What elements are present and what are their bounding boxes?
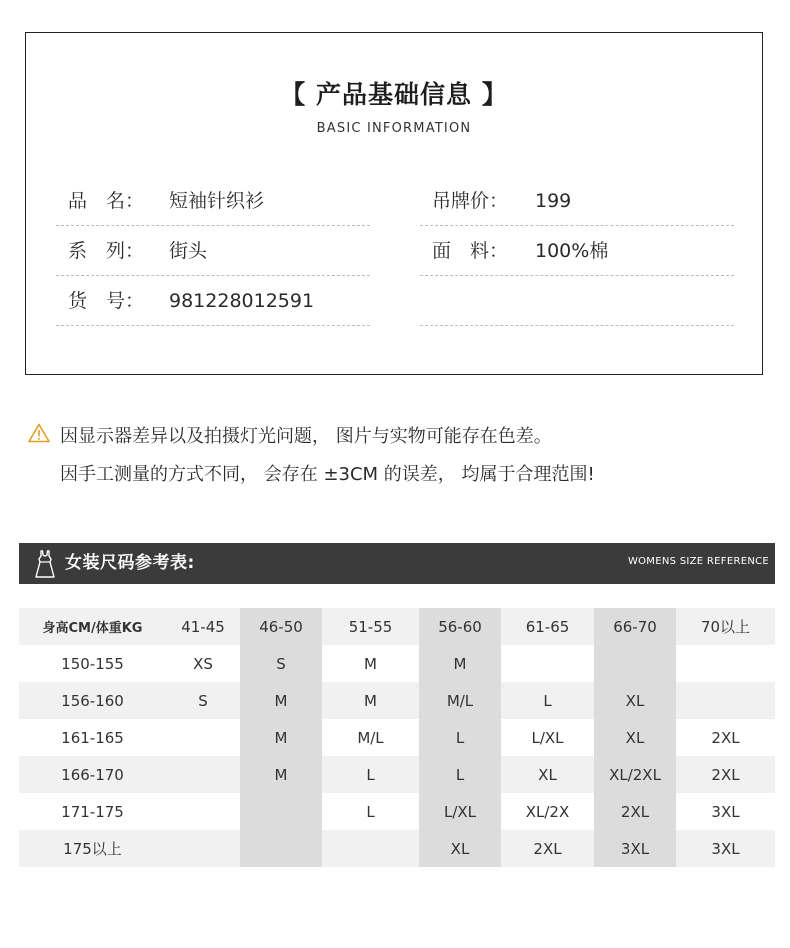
notice-line-2: 因手工测量的方式不同， 会存在 ±3CM 的误差， 均属于合理范围!	[60, 464, 595, 485]
table-cell	[676, 645, 775, 682]
row-label: 150-155	[19, 645, 166, 682]
header-cell: 61-65	[501, 608, 594, 645]
table-cell: XL	[594, 682, 676, 719]
row-label: 175以上	[19, 830, 166, 867]
table-cell: M	[322, 682, 419, 719]
table-cell	[676, 682, 775, 719]
table-header-row	[19, 608, 775, 645]
table-cell	[501, 645, 594, 682]
table-cell: 2XL	[501, 830, 594, 867]
table-cell	[166, 756, 240, 793]
table-row	[19, 645, 775, 682]
info-value: 短袖针织衫	[169, 190, 265, 212]
info-value: 199	[535, 190, 572, 212]
table-cell	[322, 830, 419, 867]
table-cell: 3XL	[676, 793, 775, 830]
table-cell: M	[240, 719, 322, 756]
info-label: 吊牌价：	[432, 190, 509, 212]
basic-info-panel	[25, 32, 763, 375]
table-cell: M	[240, 756, 322, 793]
table-row	[19, 793, 775, 830]
info-label: 品 名：	[68, 190, 145, 212]
table-cell: XL/2XL	[594, 756, 676, 793]
header-cell: 46-50	[240, 608, 322, 645]
info-subtitle: BASIC INFORMATION	[316, 121, 472, 136]
table-cell: M/L	[322, 719, 419, 756]
info-row-fabric	[420, 226, 734, 276]
table-cell: XL	[419, 830, 501, 867]
header-cell: 51-55	[322, 608, 419, 645]
table-cell: M	[419, 645, 501, 682]
size-table	[19, 608, 775, 867]
table-cell: L	[501, 682, 594, 719]
table-cell: L/XL	[419, 793, 501, 830]
info-label: 系 列：	[68, 240, 145, 262]
table-cell: 3XL	[676, 830, 775, 867]
table-cell: 2XL	[676, 719, 775, 756]
table-cell	[166, 830, 240, 867]
info-label: 面 料：	[432, 240, 509, 262]
info-title: 【 产品基础信息 】	[280, 80, 508, 109]
table-row	[19, 682, 775, 719]
table-cell: 3XL	[594, 830, 676, 867]
table-cell: XL	[501, 756, 594, 793]
header-cell: 70以上	[676, 608, 775, 645]
info-row-series	[56, 226, 370, 276]
table-cell: XS	[166, 645, 240, 682]
table-cell: L	[322, 793, 419, 830]
notice-line-1: 因显示器差异以及拍摄灯光问题， 图片与实物可能存在色差。	[60, 426, 552, 447]
table-row	[19, 756, 775, 793]
row-label: 171-175	[19, 793, 166, 830]
table-cell: 2XL	[676, 756, 775, 793]
table-cell	[240, 793, 322, 830]
table-cell: L/XL	[501, 719, 594, 756]
table-cell: 2XL	[594, 793, 676, 830]
warning-icon	[28, 423, 50, 443]
header-cell: 41-45	[166, 608, 240, 645]
table-cell: XL	[594, 719, 676, 756]
header-cell: 身高CM/体重KG	[19, 608, 166, 645]
row-label: 156-160	[19, 682, 166, 719]
info-row-name	[56, 176, 370, 226]
table-cell: XL/2X	[501, 793, 594, 830]
table-cell: M	[322, 645, 419, 682]
table-cell	[166, 719, 240, 756]
size-chart-header	[19, 543, 775, 584]
table-cell: M/L	[419, 682, 501, 719]
info-row-sku	[56, 276, 370, 326]
table-row	[19, 830, 775, 867]
row-label: 166-170	[19, 756, 166, 793]
table-cell: L	[419, 719, 501, 756]
info-value: 街头	[169, 240, 208, 262]
header-cell: 56-60	[419, 608, 501, 645]
size-chart-title: 女装尺码参考表:	[65, 553, 195, 573]
table-cell	[594, 645, 676, 682]
size-chart-subtitle: WOMENS SIZE REFERENCE	[627, 556, 769, 567]
header-cell: 66-70	[594, 608, 676, 645]
table-cell: L	[419, 756, 501, 793]
table-cell: M	[240, 682, 322, 719]
table-cell: L	[322, 756, 419, 793]
table-cell	[240, 830, 322, 867]
info-value: 100%棉	[535, 240, 609, 262]
info-value: 981228012591	[169, 290, 315, 312]
info-row-empty	[420, 276, 734, 326]
info-label: 货 号：	[68, 290, 145, 312]
dress-icon	[35, 550, 55, 578]
table-row	[19, 719, 775, 756]
row-label: 161-165	[19, 719, 166, 756]
table-cell	[166, 793, 240, 830]
table-cell: S	[240, 645, 322, 682]
table-cell: S	[166, 682, 240, 719]
info-row-price	[420, 176, 734, 226]
